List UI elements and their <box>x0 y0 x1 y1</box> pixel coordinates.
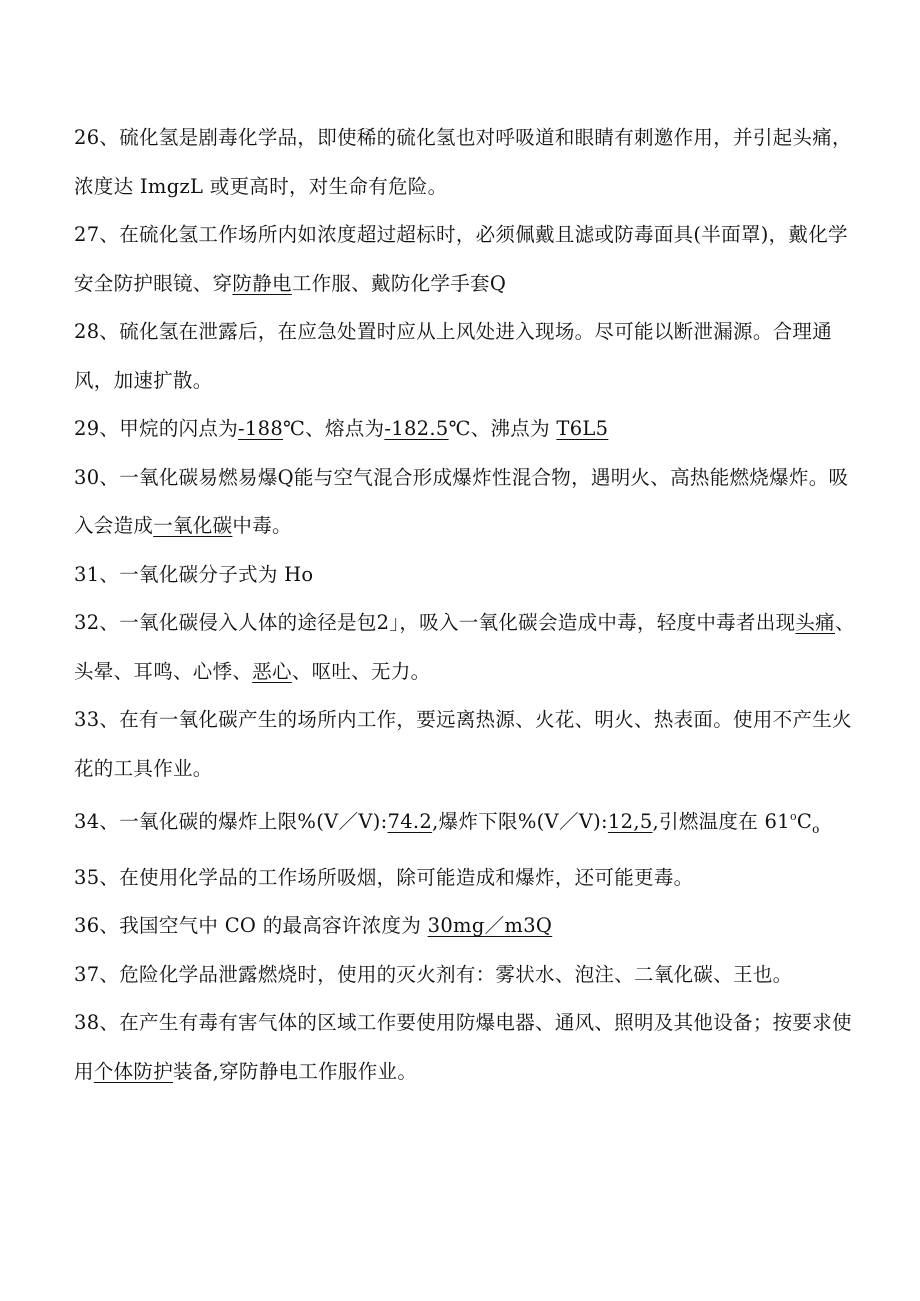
item-text: 28、硫化氢在泄露后，在应急处置时应从上风处进入现场。尽可能以断泄漏源。合理通风，加速扩散。 <box>74 320 833 392</box>
item-38 <box>74 999 864 1096</box>
item-text: 、头晕、耳鸣、心悸、 <box>74 611 855 683</box>
item-29 <box>74 405 864 454</box>
question-list <box>74 114 864 1096</box>
item-text: 37、危险化学品泄露燃烧时，使用的灭火剂有：雾状水、泡注、二氧化碳、王也。 <box>74 962 793 986</box>
underlined-answer: 头痛 <box>795 611 835 634</box>
item-text: 38、在产生有毒有害气体的区域工作要使用防爆电器、通风、照明及其他设备；按要求使用 <box>74 1011 852 1083</box>
item-text: 中毒。 <box>232 514 292 537</box>
subscript: o <box>812 822 820 836</box>
underlined-answer: 恶心 <box>252 659 292 683</box>
underlined-answer: 防静电 <box>232 271 292 295</box>
item-text: 34、一氧化碳的爆炸上限%(V／V): <box>74 810 388 833</box>
item-text: 27、在硫化氢工作场所内如浓度超过超标时，必须佩戴且滤或防毒面具(半面罩)，戴化学安全防护眼镜、穿 <box>74 223 848 295</box>
superscript: o <box>789 810 797 823</box>
underlined-answer: 74.2 <box>387 810 433 833</box>
item-34 <box>74 793 864 854</box>
item-text: 26、硫化氢是剧毒化学品，即使稀的硫化氢也对呼吸道和眼睛有刺邀作用，并引起头痛，浓度达 ImgzL 或更高时，对生命有危险。 <box>74 126 852 198</box>
item-36 <box>74 902 864 951</box>
item-text: ,爆炸下限%(V／V): <box>432 810 608 833</box>
item-text: ,引燃温度在 61 <box>652 810 790 833</box>
underlined-answer: 一氧化碳 <box>153 514 233 537</box>
item-33 <box>74 696 864 793</box>
item-27 <box>74 211 864 308</box>
item-text: ℃、熔点为 <box>283 417 385 440</box>
underlined-answer: -188 <box>238 417 284 440</box>
underlined-answer: 12,5 <box>607 810 653 833</box>
underlined-answer: -182.5 <box>384 417 449 440</box>
item-text: 、呕吐、无力。 <box>291 659 431 683</box>
item-text: 30、一氧化碳易燃易爆Q能与空气混合形成爆炸性混合物，遇明火、高热能燃烧爆炸。吸入会造成 <box>74 465 849 537</box>
item-text: ℃、沸点为 <box>448 417 557 440</box>
item-31 <box>74 551 864 600</box>
underlined-answer: 30mg／m3Q <box>427 914 553 937</box>
item-text: 29、甲烷的闪点为 <box>74 417 239 440</box>
item-32 <box>74 599 864 696</box>
item-text: 装备,穿防静电工作服作业。 <box>173 1059 418 1083</box>
item-text: 31、一氧化碳分子式为 Ho <box>74 562 314 586</box>
underlined-answer: T6L5 <box>556 417 609 440</box>
item-28 <box>74 308 864 405</box>
item-text: C <box>796 810 813 833</box>
item-35 <box>74 854 864 903</box>
item-30 <box>74 454 864 551</box>
item-text: 工作服、戴防化学手套Q <box>291 271 507 295</box>
item-26 <box>74 114 864 211</box>
item-text: 32、一氧化碳侵入人体的途径是包2」，吸入一氧化碳会造成中毒，轻度中毒者出现 <box>74 611 796 634</box>
underlined-answer: 个体防护 <box>93 1059 174 1083</box>
item-text: 36、我国空气中 CO 的最高容许浓度为 <box>74 914 428 937</box>
item-37 <box>74 951 864 1000</box>
item-text: 33、在有一氧化碳产生的场所内工作，要远离热源、火花、明火、热表面。使用不产生火花的工具作业。 <box>74 708 852 780</box>
item-text: 35、在使用化学品的工作场所吸烟，除可能造成和爆炸，还可能更毒。 <box>74 865 694 889</box>
